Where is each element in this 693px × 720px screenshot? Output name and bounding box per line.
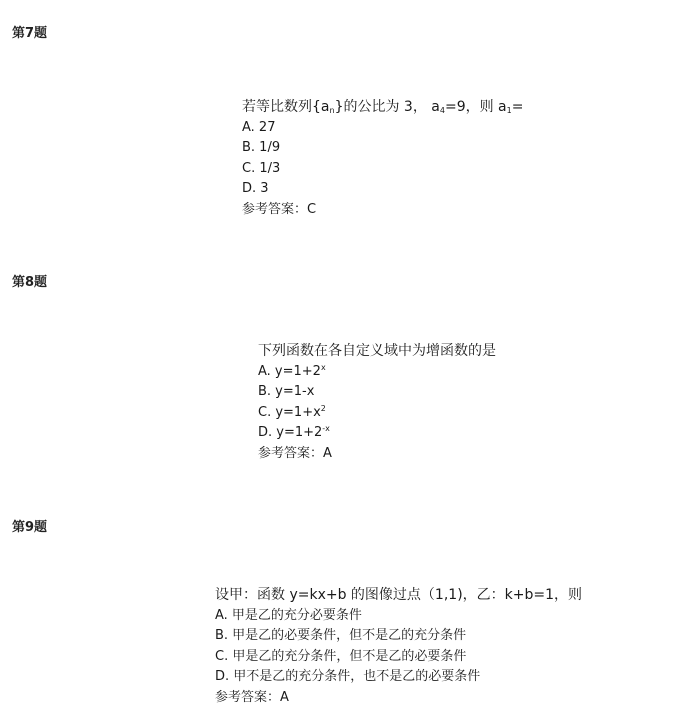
question-8-header: 第8题 [12, 275, 48, 290]
question-9-option-c: C. 甲是乙的充分条件，但不是乙的必要条件 [215, 648, 467, 664]
question-9-option-a: A. 甲是乙的充分必要条件 [215, 607, 362, 623]
stem-text: }的公比为 3， a [334, 99, 440, 115]
question-7-stem [242, 97, 523, 118]
question-9-body [215, 585, 582, 709]
option-text: A. y=1+2 [258, 363, 321, 379]
question-8-option-a [258, 362, 496, 383]
question-9-header: 第9题 [12, 520, 48, 535]
question-7-answer: 参考答案：C [242, 201, 317, 217]
option-text: C. y=1+x [258, 404, 321, 420]
option-superscript: x [320, 362, 326, 372]
stem-text: =9，则 a [444, 99, 507, 115]
question-9-stem: 设甲：函数 y=kx+b 的图像过点（1,1)，乙：k+b=1，则 [215, 587, 583, 603]
stem-subscript: 4 [439, 106, 445, 115]
stem-text: = [511, 99, 524, 115]
stem-text: 若等比数列{a [242, 99, 330, 115]
question-8-answer: 参考答案：A [258, 445, 332, 461]
question-8-option-d [258, 423, 496, 444]
option-superscript: 2 [320, 403, 326, 413]
question-7-option-c: C. 1/3 [242, 160, 281, 176]
question-8-option-c [258, 403, 496, 424]
stem-subscript: 1 [506, 106, 512, 115]
question-7-option-a: A. 27 [242, 119, 276, 135]
question-7-option-d: D. 3 [242, 181, 269, 197]
option-text: D. y=1+2 [258, 425, 323, 441]
question-9-option-d: D. 甲不是乙的充分条件，也不是乙的必要条件 [215, 669, 481, 685]
option-superscript: -x [322, 424, 330, 434]
question-8-body [258, 341, 496, 465]
question-8-option-b: B. y=1-x [258, 384, 315, 400]
question-9-option-b: B. 甲是乙的必要条件，但不是乙的充分条件 [215, 628, 467, 644]
question-7-body [242, 97, 523, 221]
question-9-answer: 参考答案：A [215, 689, 289, 705]
question-7-header: 第7题 [12, 26, 48, 41]
stem-subscript: n [329, 106, 335, 115]
question-7-option-b: B. 1/9 [242, 140, 281, 156]
question-8-stem: 下列函数在各自定义域中为增函数的是 [258, 343, 496, 359]
